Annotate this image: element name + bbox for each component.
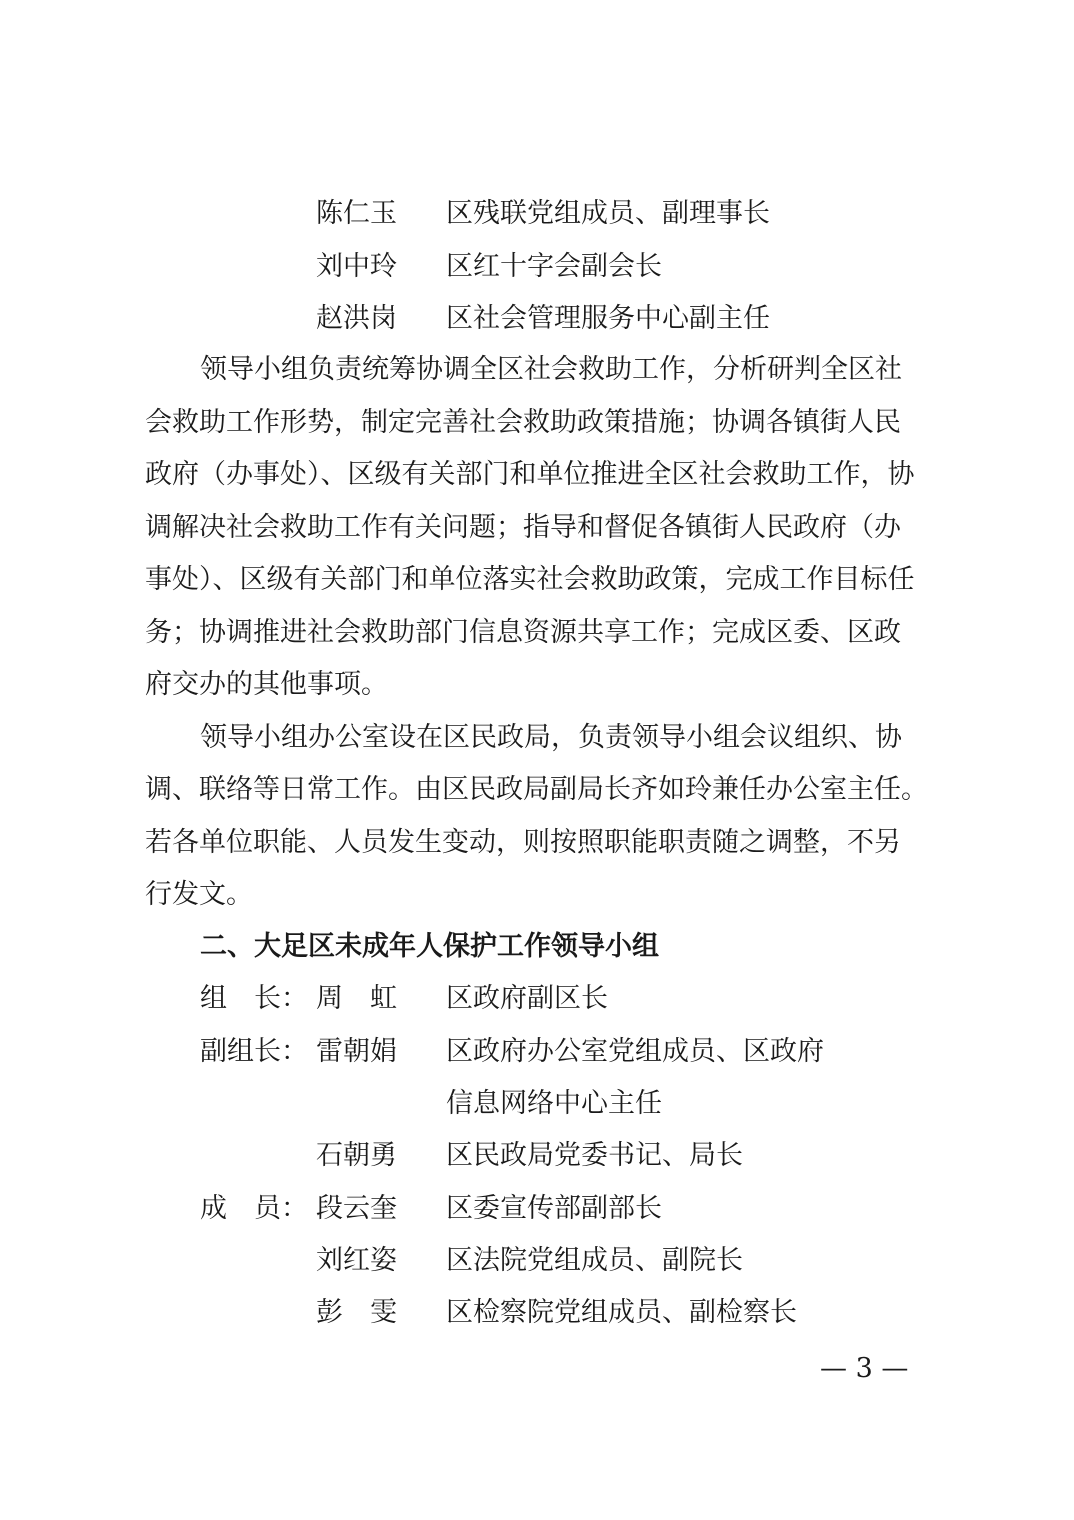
paragraph-line: 事处）、区级有关部门和单位落实社会救助政策，完成工作目标任 [145,564,915,595]
paragraph-line: 会救助工作形势，制定完善社会救助政策措施；协调各镇街人民 [145,407,901,438]
leader-title: 区政府副区长 [446,983,608,1014]
member-title: 区残联党组成员、副理事长 [446,198,770,229]
paragraph-line: 领导小组办公室设在区民政局，负责领导小组会议组织、协 [200,722,902,753]
member-name: 刘中玲 [316,251,397,282]
member-title: 区法院党组成员、副院长 [446,1245,743,1276]
paragraph-line: 调解决社会救助工作有关问题；指导和督促各镇街人民政府（办 [145,512,901,543]
paragraph-line: 务；协调推进社会救助部门信息资源共享工作；完成区委、区政 [145,617,901,648]
paragraph-line: 府交办的其他事项。 [145,669,388,700]
section-heading: 二、大足区未成年人保护工作领导小组 [200,931,659,962]
member-title: 区检察院党组成员、副检察长 [446,1297,797,1328]
member-name: 段云奎 [316,1193,397,1224]
member-name: 赵洪岗 [316,303,397,334]
deputy-title: 区政府办公室党组成员、区政府 [446,1036,824,1067]
member-name: 陈仁玉 [316,198,397,229]
member-title: 区委宣传部副部长 [446,1193,662,1224]
member-name: 彭 雯 [316,1297,397,1328]
deputy-title-continued: 信息网络中心主任 [446,1088,662,1119]
page-number: — 3 — [820,1353,909,1384]
paragraph-line: 调、联络等日常工作。由区民政局副局长齐如玲兼任办公室主任。 [145,774,928,805]
member-title: 区社会管理服务中心副主任 [446,303,770,334]
paragraph-line: 领导小组负责统筹协调全区社会救助工作，分析研判全区社 [200,354,902,385]
deputy-title: 区民政局党委书记、局长 [446,1140,743,1171]
paragraph-line: 政府（办事处）、区级有关部门和单位推进全区社会救助工作，协 [145,459,915,490]
deputy-name: 雷朝娟 [316,1036,397,1067]
member-label: 成 员： [200,1193,308,1224]
member-name: 刘红姿 [316,1245,397,1276]
member-title: 区红十字会副会长 [446,251,662,282]
leader-name: 周 虹 [316,983,397,1014]
paragraph-line: 行发文。 [145,879,253,910]
deputy-name: 石朝勇 [316,1140,397,1171]
deputy-label: 副组长： [200,1036,308,1067]
paragraph-line: 若各单位职能、人员发生变动，则按照职能职责随之调整，不另 [145,827,901,858]
leader-label: 组 长： [200,983,308,1014]
